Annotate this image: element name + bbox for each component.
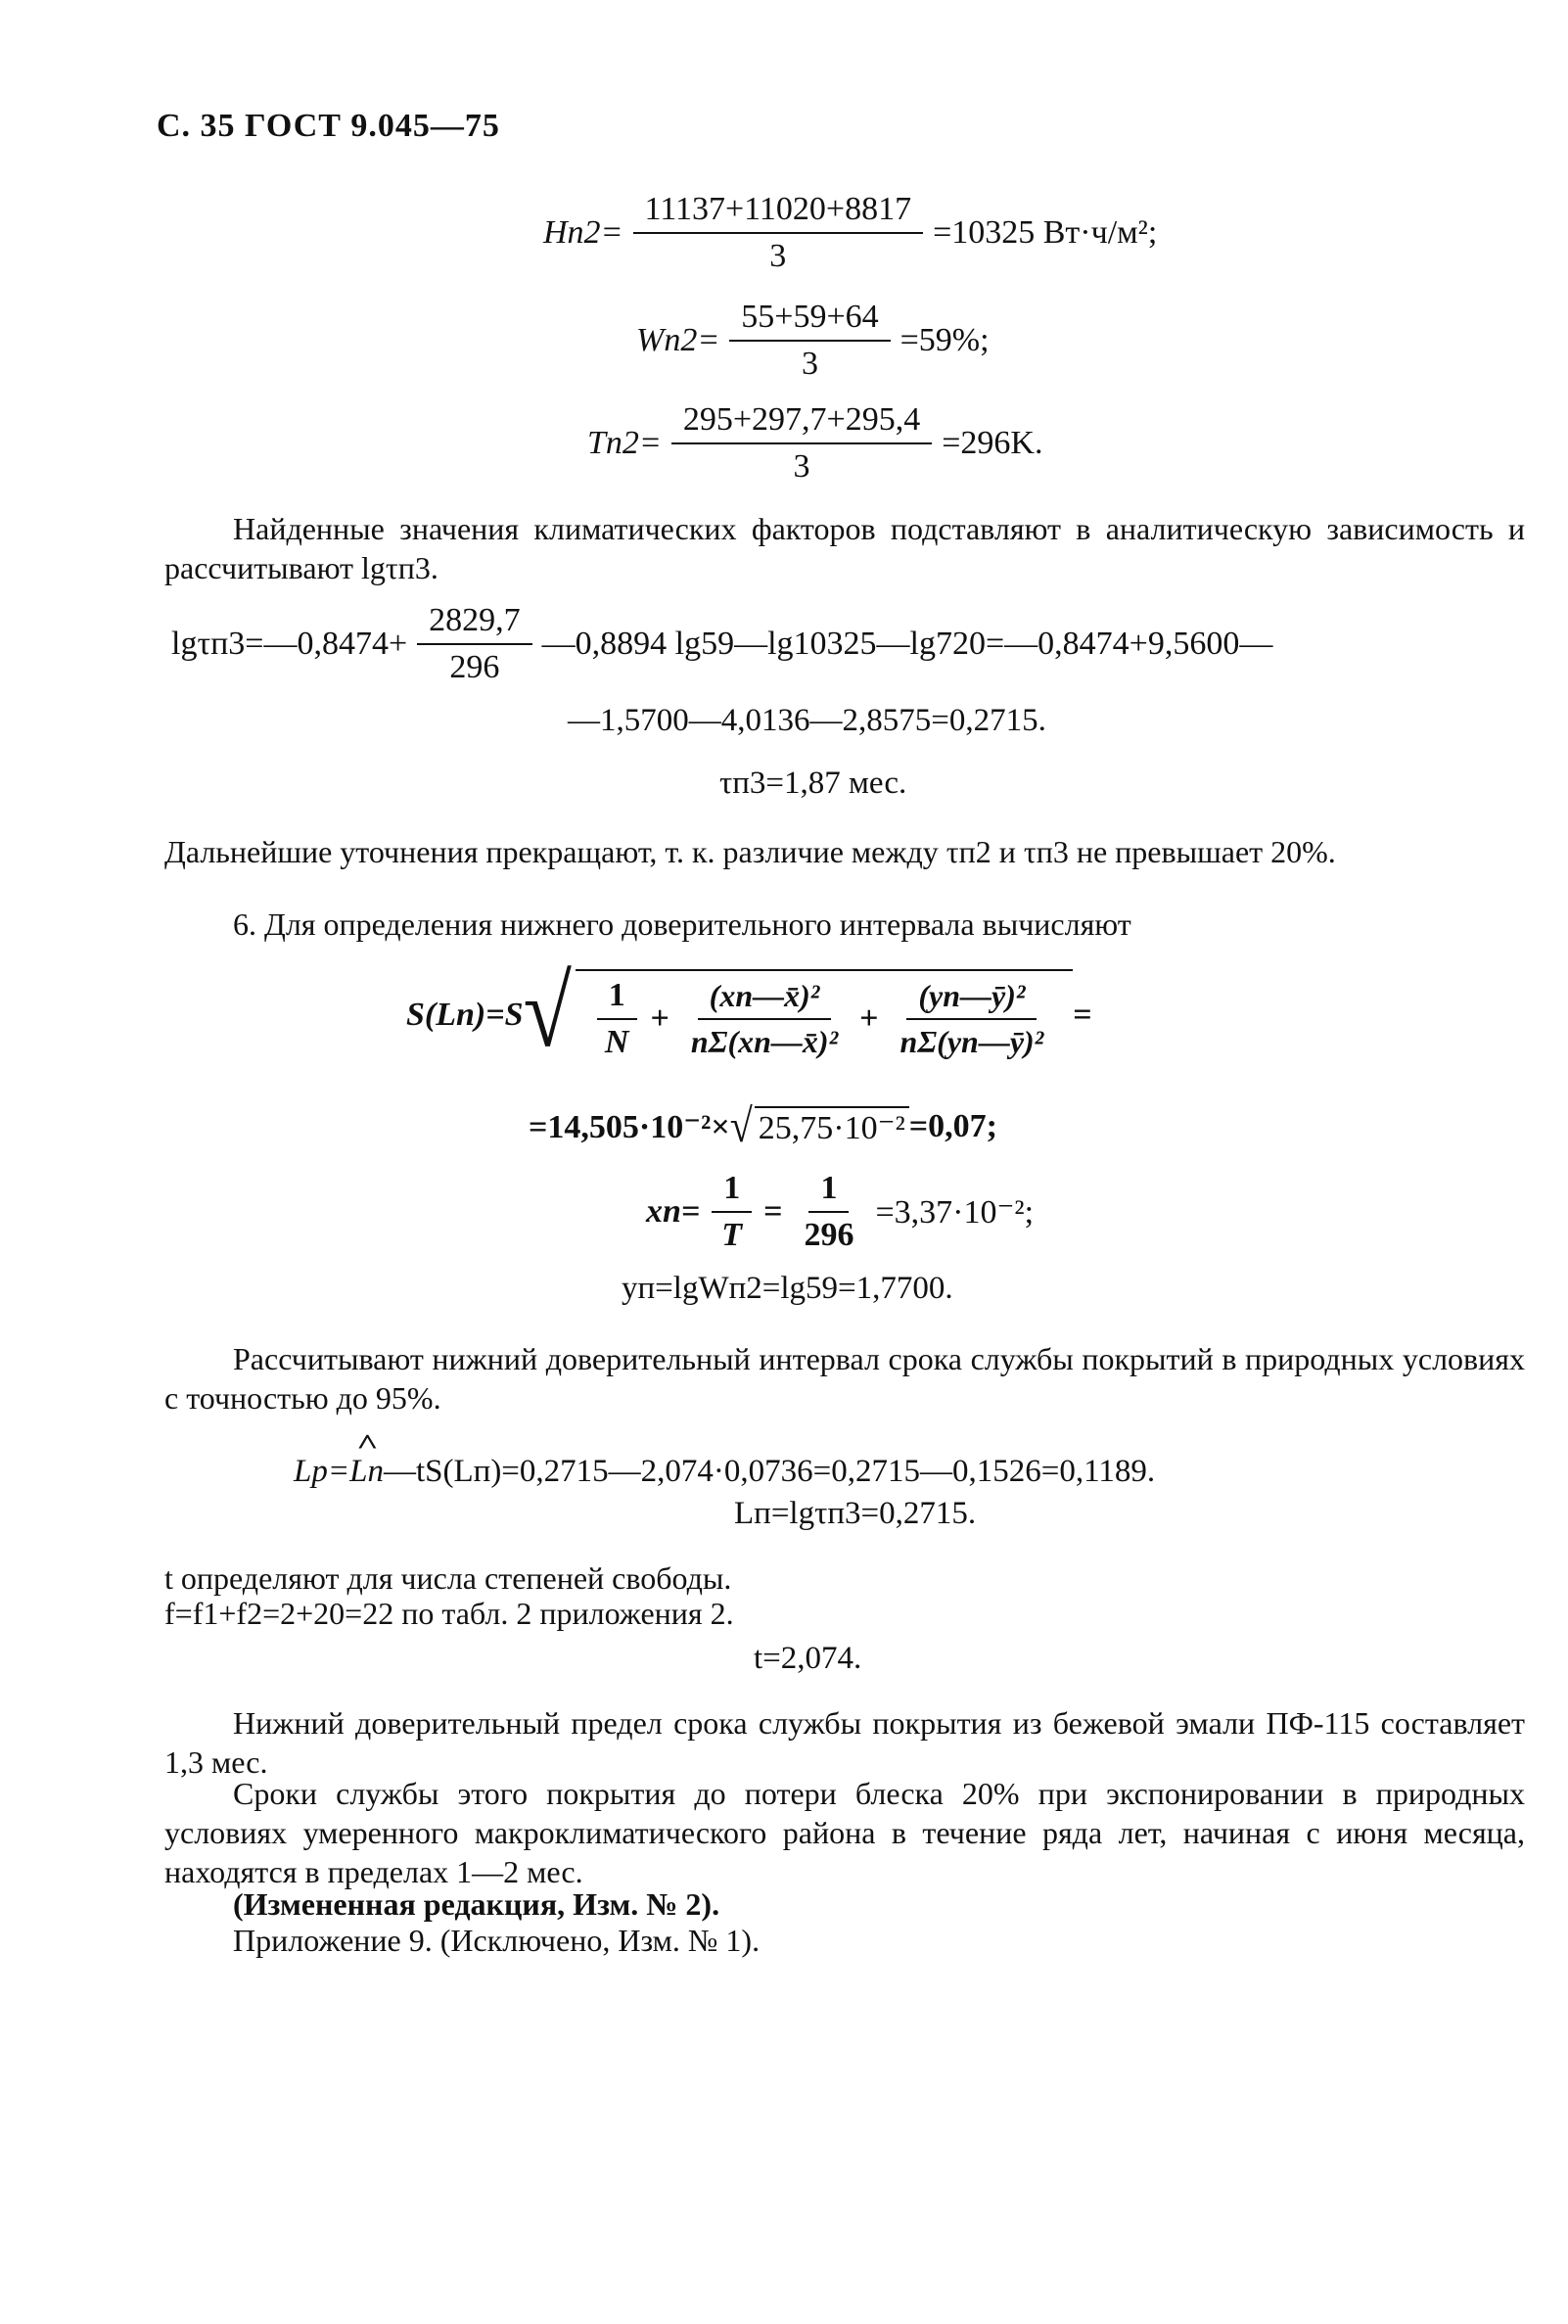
formula-w-denominator: 3 [801, 346, 818, 382]
formula-h-rhs: =10325 Вт·ч/м²; [933, 214, 1158, 251]
formula-s-term2-num: (xп—x̄)² [698, 978, 832, 1020]
formula-lp-hat: ^ Lп [349, 1454, 384, 1490]
formula-tau: τп3=1,87 мес. [719, 766, 907, 801]
formula-lg-line2: —1,5700—4,0136—2,8575=0,2715. [568, 703, 1046, 738]
formula-x-rhs: =3,37·10⁻²; [875, 1194, 1035, 1231]
sqrt-sign-icon: √ [729, 1100, 753, 1153]
formula-x-f1 [710, 1170, 754, 1254]
formula-lp-a: Lp= [294, 1454, 350, 1489]
formula-t [587, 401, 1042, 486]
sqrt-sign-icon: √ [523, 956, 572, 1069]
formula-h-lhs: Hп2= [543, 214, 623, 251]
formula-x-mid: = [763, 1193, 783, 1230]
formula-s-radicand [576, 969, 1073, 1061]
formula-w-rhs: =59%; [899, 322, 990, 358]
paragraph-7: Нижний доверительный предел срока службы покрытия из бежевой эмали ПФ-115 составляет 1,3 мес. [164, 1705, 1525, 1780]
formula-h [543, 191, 1157, 275]
formula-h-fraction [633, 191, 924, 275]
formula-s-line2-b: =0,07; [908, 1108, 997, 1144]
formula-t-fraction [671, 401, 932, 486]
formula-x-f2-num: 1 [808, 1170, 849, 1213]
formula-lg-denominator: 296 [449, 649, 500, 685]
paragraph-9: (Измененная редакция, Изм. № 2). [233, 1886, 720, 1922]
formula-x-f2-den: 296 [804, 1217, 854, 1253]
formula-lg-rhs: —0,8894 lg59—lg10325—lg720=—0,8474+9,5600— [541, 626, 1273, 662]
formula-w [636, 299, 990, 383]
formula-s-line2-sqrt [729, 1100, 909, 1153]
formula-s-term1 [593, 977, 641, 1061]
paragraph-5: t определяют для числа степеней свободы. [164, 1560, 732, 1596]
formula-y: yп=lgWп2=lg59=1,7700. [622, 1271, 953, 1306]
formula-lg-lhs: lgτп3=—0,8474+ [171, 626, 408, 662]
formula-t-lhs: Tп2= [587, 425, 662, 461]
formula-x-f1-num: 1 [712, 1170, 752, 1213]
paragraph-6: f=f1+f2=2+20=22 по табл. 2 приложения 2. [164, 1596, 734, 1631]
formula-ln: Lп=lgτп3=0,2715. [734, 1496, 977, 1531]
formula-s-term3 [889, 978, 1056, 1060]
paragraph-2: Дальнейшие уточнения прекращают, т. к. различие между τп2 и τп3 не превышает 20%. [164, 834, 1336, 869]
formula-s-lhs: S(Lп)=S [406, 997, 524, 1033]
paragraph-10: Приложение 9. (Исключено, Изм. № 1). [233, 1923, 761, 1958]
formula-x [646, 1170, 1034, 1254]
formula-w-lhs: Wп2= [636, 322, 720, 358]
formula-lg-numerator: 2829,7 [417, 602, 532, 645]
formula-s-term3-num: (yп—ȳ)² [906, 978, 1037, 1020]
formula-s-term2 [679, 978, 850, 1060]
formula-w-fraction [729, 299, 890, 383]
formula-s-line2 [529, 1100, 997, 1153]
formula-s-line2-a: =14,505·10⁻²× [529, 1109, 730, 1145]
formula-s-plus1: + [650, 1000, 669, 1037]
formula-t-denominator: 3 [793, 448, 810, 485]
formula-s-sqrt [523, 956, 1074, 1069]
formula-w-numerator: 55+59+64 [729, 299, 890, 342]
formula-x-lhs: xп= [646, 1193, 701, 1230]
paragraph-1: Найденные значения климатических факторов подставляют в аналитическую зависимость и рассчитывают lgτп3. [164, 511, 1525, 585]
formula-lp-b: —tS(Lп)=0,2715—2,074·0,0736=0,2715—0,1526=0,1189. [383, 1454, 1156, 1489]
paragraph-3: 6. Для определения нижнего доверительного интервала вычисляют [233, 906, 1131, 942]
formula-lp [294, 1454, 1155, 1490]
formula-s-plus2: + [859, 1000, 879, 1037]
formula-t-rhs: =296K. [942, 425, 1043, 461]
formula-s [406, 956, 1092, 1069]
formula-lg [171, 602, 1272, 686]
formula-s-term1-den: N [604, 1024, 629, 1060]
formula-h-denominator: 3 [769, 238, 787, 274]
formula-h-numerator: 11137+11020+8817 [633, 191, 924, 234]
formula-s-term3-den: nΣ(yп—ȳ)² [899, 1024, 1044, 1059]
paragraph-4: Рассчитывают нижний доверительный интервал срока службы покрытий в природных условиях с точностью до 95%. [164, 1341, 1525, 1416]
formula-s-eq: = [1073, 997, 1092, 1033]
formula-x-f1-den: T [721, 1217, 743, 1253]
formula-lg-fraction [417, 602, 532, 686]
formula-x-f2 [792, 1170, 865, 1254]
formula-s-term2-den: nΣ(xп—x̄)² [690, 1024, 839, 1059]
formula-t-numerator: 295+297,7+295,4 [671, 401, 932, 444]
formula-s-line2-root: 25,75·10⁻² [755, 1106, 909, 1147]
paragraph-8: Сроки службы этого покрытия до потери блеска 20% при экспонировании в природных условиях умеренного макроклиматического района в течение ряда лет, начиная с июня месяца, находятся в пределах 1—2 мес. [164, 1776, 1525, 1889]
formula-s-term1-num: 1 [597, 977, 637, 1020]
formula-t-value: t=2,074. [754, 1641, 862, 1676]
page-header: С. 35 ГОСТ 9.045—75 [157, 108, 500, 144]
